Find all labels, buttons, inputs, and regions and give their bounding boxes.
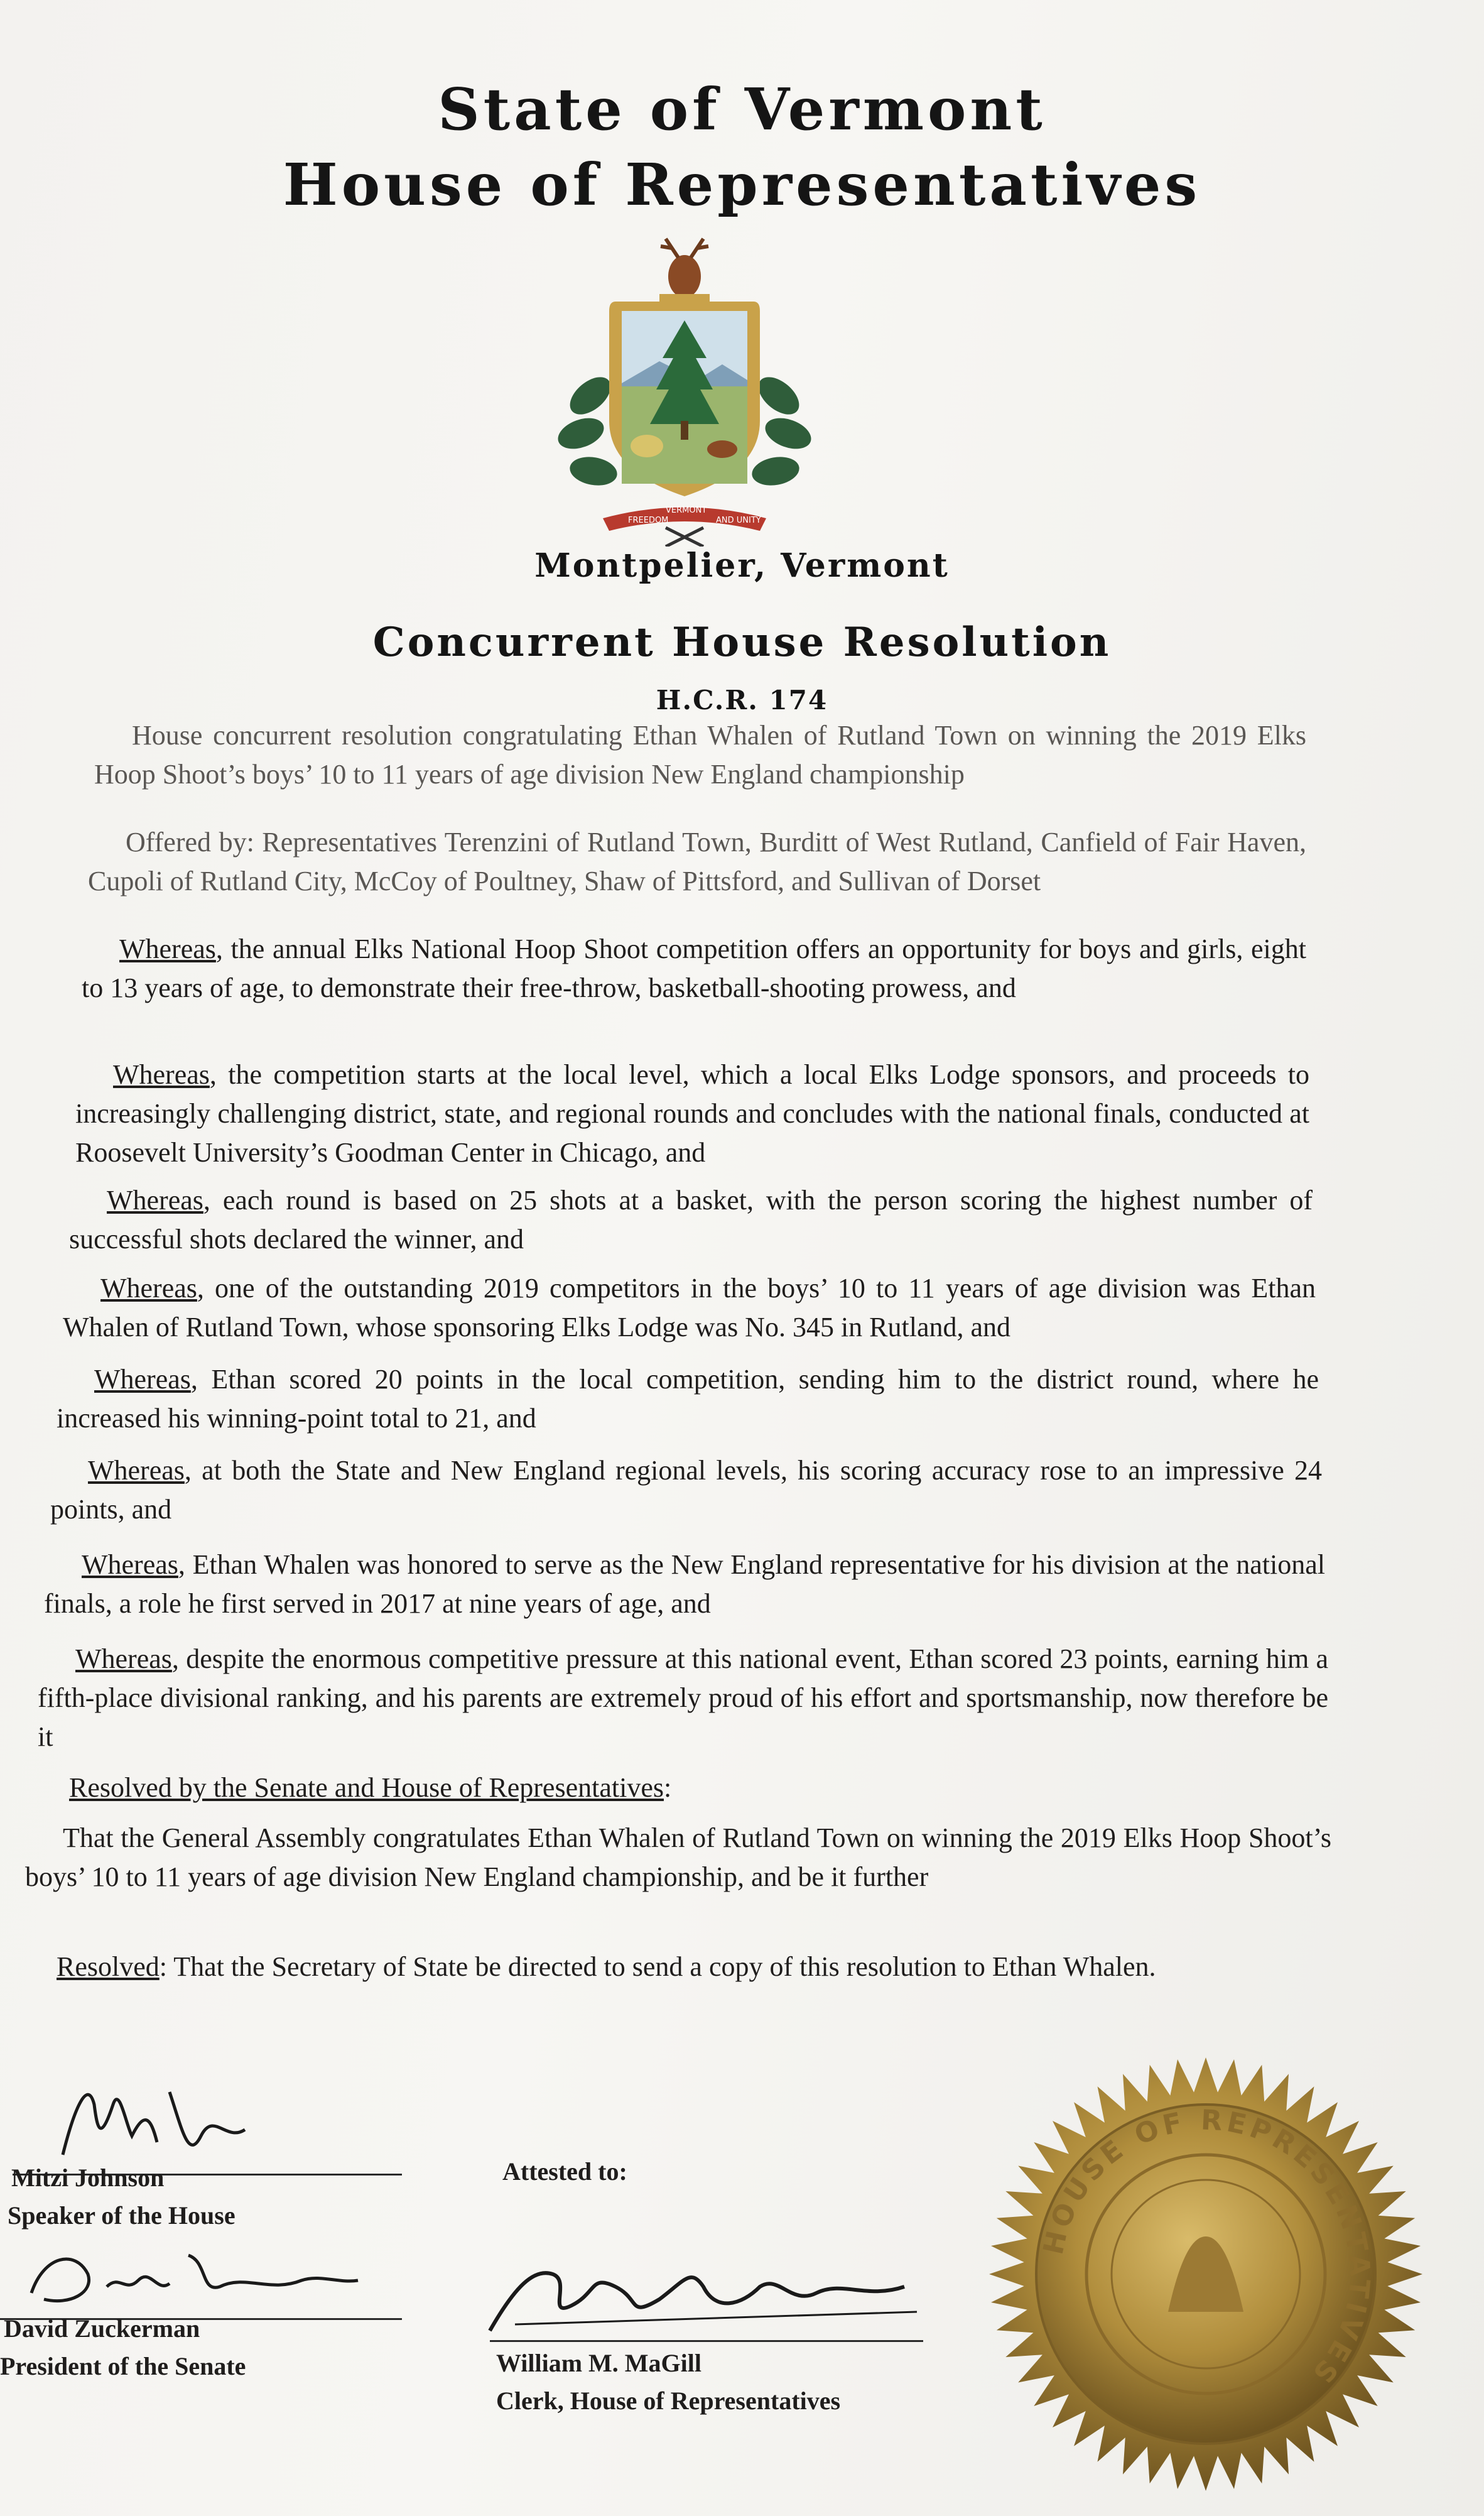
speaker-title: Speaker of the House <box>8 2201 236 2230</box>
clerk-signature <box>477 2249 929 2343</box>
motto-center: VERMONT <box>666 506 707 515</box>
summary-text: House concurrent resolution congratulating Ethan Whalen of Rutland Town on winning the 2019 Elks Hoop Shoot’s boys’ 10 to 11 years of age division New England championship <box>94 720 1306 790</box>
resolved-heading <box>69 1768 1325 1807</box>
whereas-word: Whereas <box>94 1364 191 1395</box>
motto-left: FREEDOM <box>628 516 669 525</box>
whereas-word: Whereas <box>75 1643 172 1674</box>
attested-label: Attested to: <box>502 2157 627 2186</box>
whereas-word: Whereas <box>107 1185 203 1216</box>
speaker-signature <box>38 2067 301 2174</box>
resolved-heading-text: Resolved by the Senate and House of Representatives <box>69 1772 664 1803</box>
offered-by-text: Offered by: Representatives Terenzini of Rutland Town, Burditt of West Rutland, Canfield of Fair Haven, Cupoli of Rutland City, McCoy of Poultney, Shaw of Pittsford, and Sullivan of Dorset <box>88 827 1306 896</box>
whereas-text: , the competition starts at the local level, which a local Elks Lodge sponsors, and proceeds to increasingly challenging district, state, and regional rounds and concludes with the national finals, conducted at Roosevelt University’s Goodman Center in Chicago, and <box>75 1059 1309 1168</box>
speaker-name: Mitzi Johnson <box>11 2164 165 2192</box>
house-seal <box>980 2048 1432 2500</box>
whereas-text: , Ethan scored 20 points in the local competition, sending him to the district round, where he increased his winning-point total to 21, and <box>57 1364 1319 1434</box>
clerk-title: Clerk, House of Representatives <box>496 2387 841 2415</box>
whereas-clause <box>63 1269 1316 1347</box>
resolution-heading: Concurrent House Resolution <box>372 619 1112 666</box>
whereas-clause <box>57 1360 1319 1438</box>
whereas-word: Whereas <box>82 1549 178 1580</box>
offered-by-paragraph <box>88 823 1306 901</box>
whereas-word: Whereas <box>88 1455 185 1486</box>
resolved-word: Resolved <box>57 1951 160 1982</box>
motto-right: AND UNITY <box>716 516 761 525</box>
whereas-clause <box>75 1055 1309 1172</box>
president-signature <box>19 2236 371 2318</box>
clerk-signature-line <box>490 2340 923 2342</box>
clerk-name: William M. MaGill <box>496 2349 702 2377</box>
whereas-text: , the annual Elks National Hoop Shoot competition offers an opportunity for boys and girls, eight to 13 years of age, to demonstrate their free-throw, basketball-shooting prowess, and <box>82 934 1306 1003</box>
house-title: House of Representatives <box>283 151 1201 219</box>
place-line: Montpelier, Vermont <box>534 547 950 585</box>
resolved-further-clause <box>19 1947 1335 1986</box>
whereas-word: Whereas <box>100 1273 197 1304</box>
seal-ring-text: HOUSE OF REPRESENTATIVES <box>1037 2104 1376 2392</box>
president-title: President of the Senate <box>0 2352 246 2380</box>
summary-paragraph <box>94 716 1306 794</box>
whereas-text: , Ethan Whalen was honored to serve as the New England representative for his division at the national finals, a role he first served in 2017 at nine years of age, and <box>44 1549 1325 1619</box>
whereas-text: , despite the enormous competitive pressure at this national event, Ethan scored 23 points, earning him a fifth-place divisional ranking, and his parents are extremely proud of his effort and sportsmanship, now therefore be it <box>38 1643 1328 1752</box>
resolved-heading-colon: : <box>663 1772 672 1803</box>
resolved-further-text: : That the Secretary of State be directed to send a copy of this resolution to Ethan Whalen. <box>159 1951 1156 1982</box>
president-name: David Zuckerman <box>4 2314 200 2343</box>
whereas-clause <box>38 1640 1328 1756</box>
whereas-text: , at both the State and New England regional levels, his scoring accuracy rose to an impressive 24 points, and <box>50 1455 1322 1525</box>
whereas-word: Whereas <box>113 1059 210 1090</box>
whereas-text: , each round is based on 25 shots at a basket, with the person scoring the highest number of successful shots declared the winner, and <box>69 1185 1313 1255</box>
resolved-clause <box>25 1819 1331 1897</box>
vermont-coat-of-arms <box>534 232 835 547</box>
whereas-clause <box>69 1181 1313 1259</box>
whereas-clause <box>44 1545 1325 1623</box>
resolution-number: H.C.R. 174 <box>656 685 828 716</box>
resolved-text: That the General Assembly congratulates Ethan Whalen of Rutland Town on winning the 2019 Elks Hoop Shoot’s boys’ 10 to 11 years of age division New England championship, and be it further <box>25 1822 1331 1892</box>
whereas-clause <box>50 1451 1322 1529</box>
whereas-word: Whereas <box>119 934 216 964</box>
whereas-clause <box>82 930 1306 1008</box>
state-title: State of Vermont <box>438 75 1046 143</box>
whereas-text: , one of the outstanding 2019 competitors in the boys’ 10 to 11 years of age division was Ethan Whalen of Rutland Town, whose sponsoring Elks Lodge was No. 345 in Rutland, and <box>63 1273 1316 1342</box>
